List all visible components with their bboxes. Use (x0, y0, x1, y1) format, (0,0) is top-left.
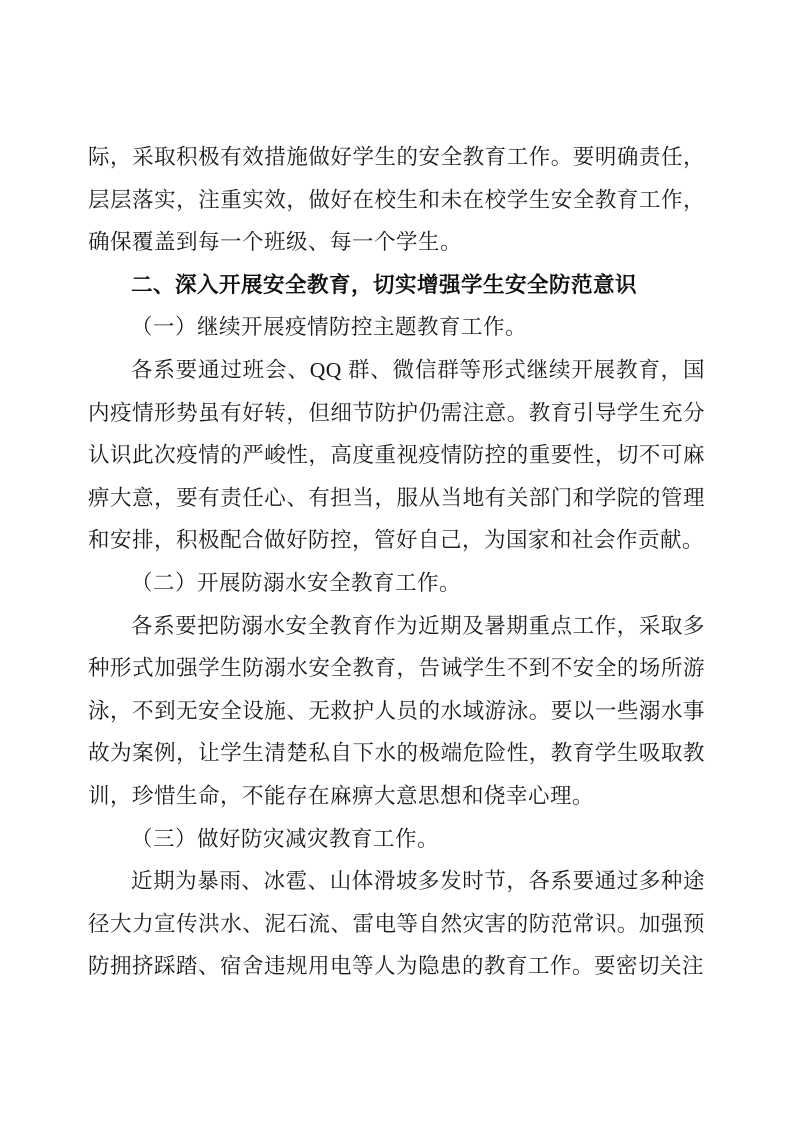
subsection-heading: （一）继续开展疫情防控主题教育工作。 (131, 315, 528, 340)
subsection-heading: （三）做好防灾减灾教育工作。 (131, 826, 440, 851)
subsection-heading: （二）开展防溺水安全教育工作。 (131, 570, 462, 595)
body-paragraph: 各系要把防溺水安全教育作为近期及暑期重点工作，采取多种形式加强学生防溺水安全教育，告诫学生不到不安全的场所游泳，不到无安全设施、无救护人员的水域游泳。要以一些溺水事故为案例，让学生清楚私自下水的极端危险性，教育学生吸取教训，珍惜生命，不能存在麻痹大意思想和侥幸心理。 (88, 613, 705, 808)
section-heading: 二、深入开展安全教育，切实增强学生安全防范意识 (131, 272, 638, 297)
body-paragraph: 近期为暴雨、冰雹、山体滑坡多发时节，各系要通过多种途径大力宣传洪水、泥石流、雷电等自然灾害的防范常识。加强预防拥挤踩踏、宿舍违规用电等人为隐患的教育工作。要密切关注 (88, 869, 705, 979)
document-body (88, 136, 705, 988)
body-paragraph: 际，采取积极有效措施做好学生的安全教育工作。要明确责任，层层落实，注重实效，做好在校生和未在校学生安全教育工作，确保覆盖到每一个班级、每一个学生。 (88, 145, 705, 255)
body-paragraph: 各系要通过班会、QQ 群、微信群等形式继续开展教育，国内疫情形势虽有好转，但细节防护仍需注意。教育引导学生充分认识此次疫情的严峻性，高度重视疫情防控的重要性，切不可麻痹大意，要有责任心、有担当，服从当地有关部门和学院的管理和安排，积极配合做好防控，管好自己，为国家和社会作贡献。 (88, 357, 705, 553)
